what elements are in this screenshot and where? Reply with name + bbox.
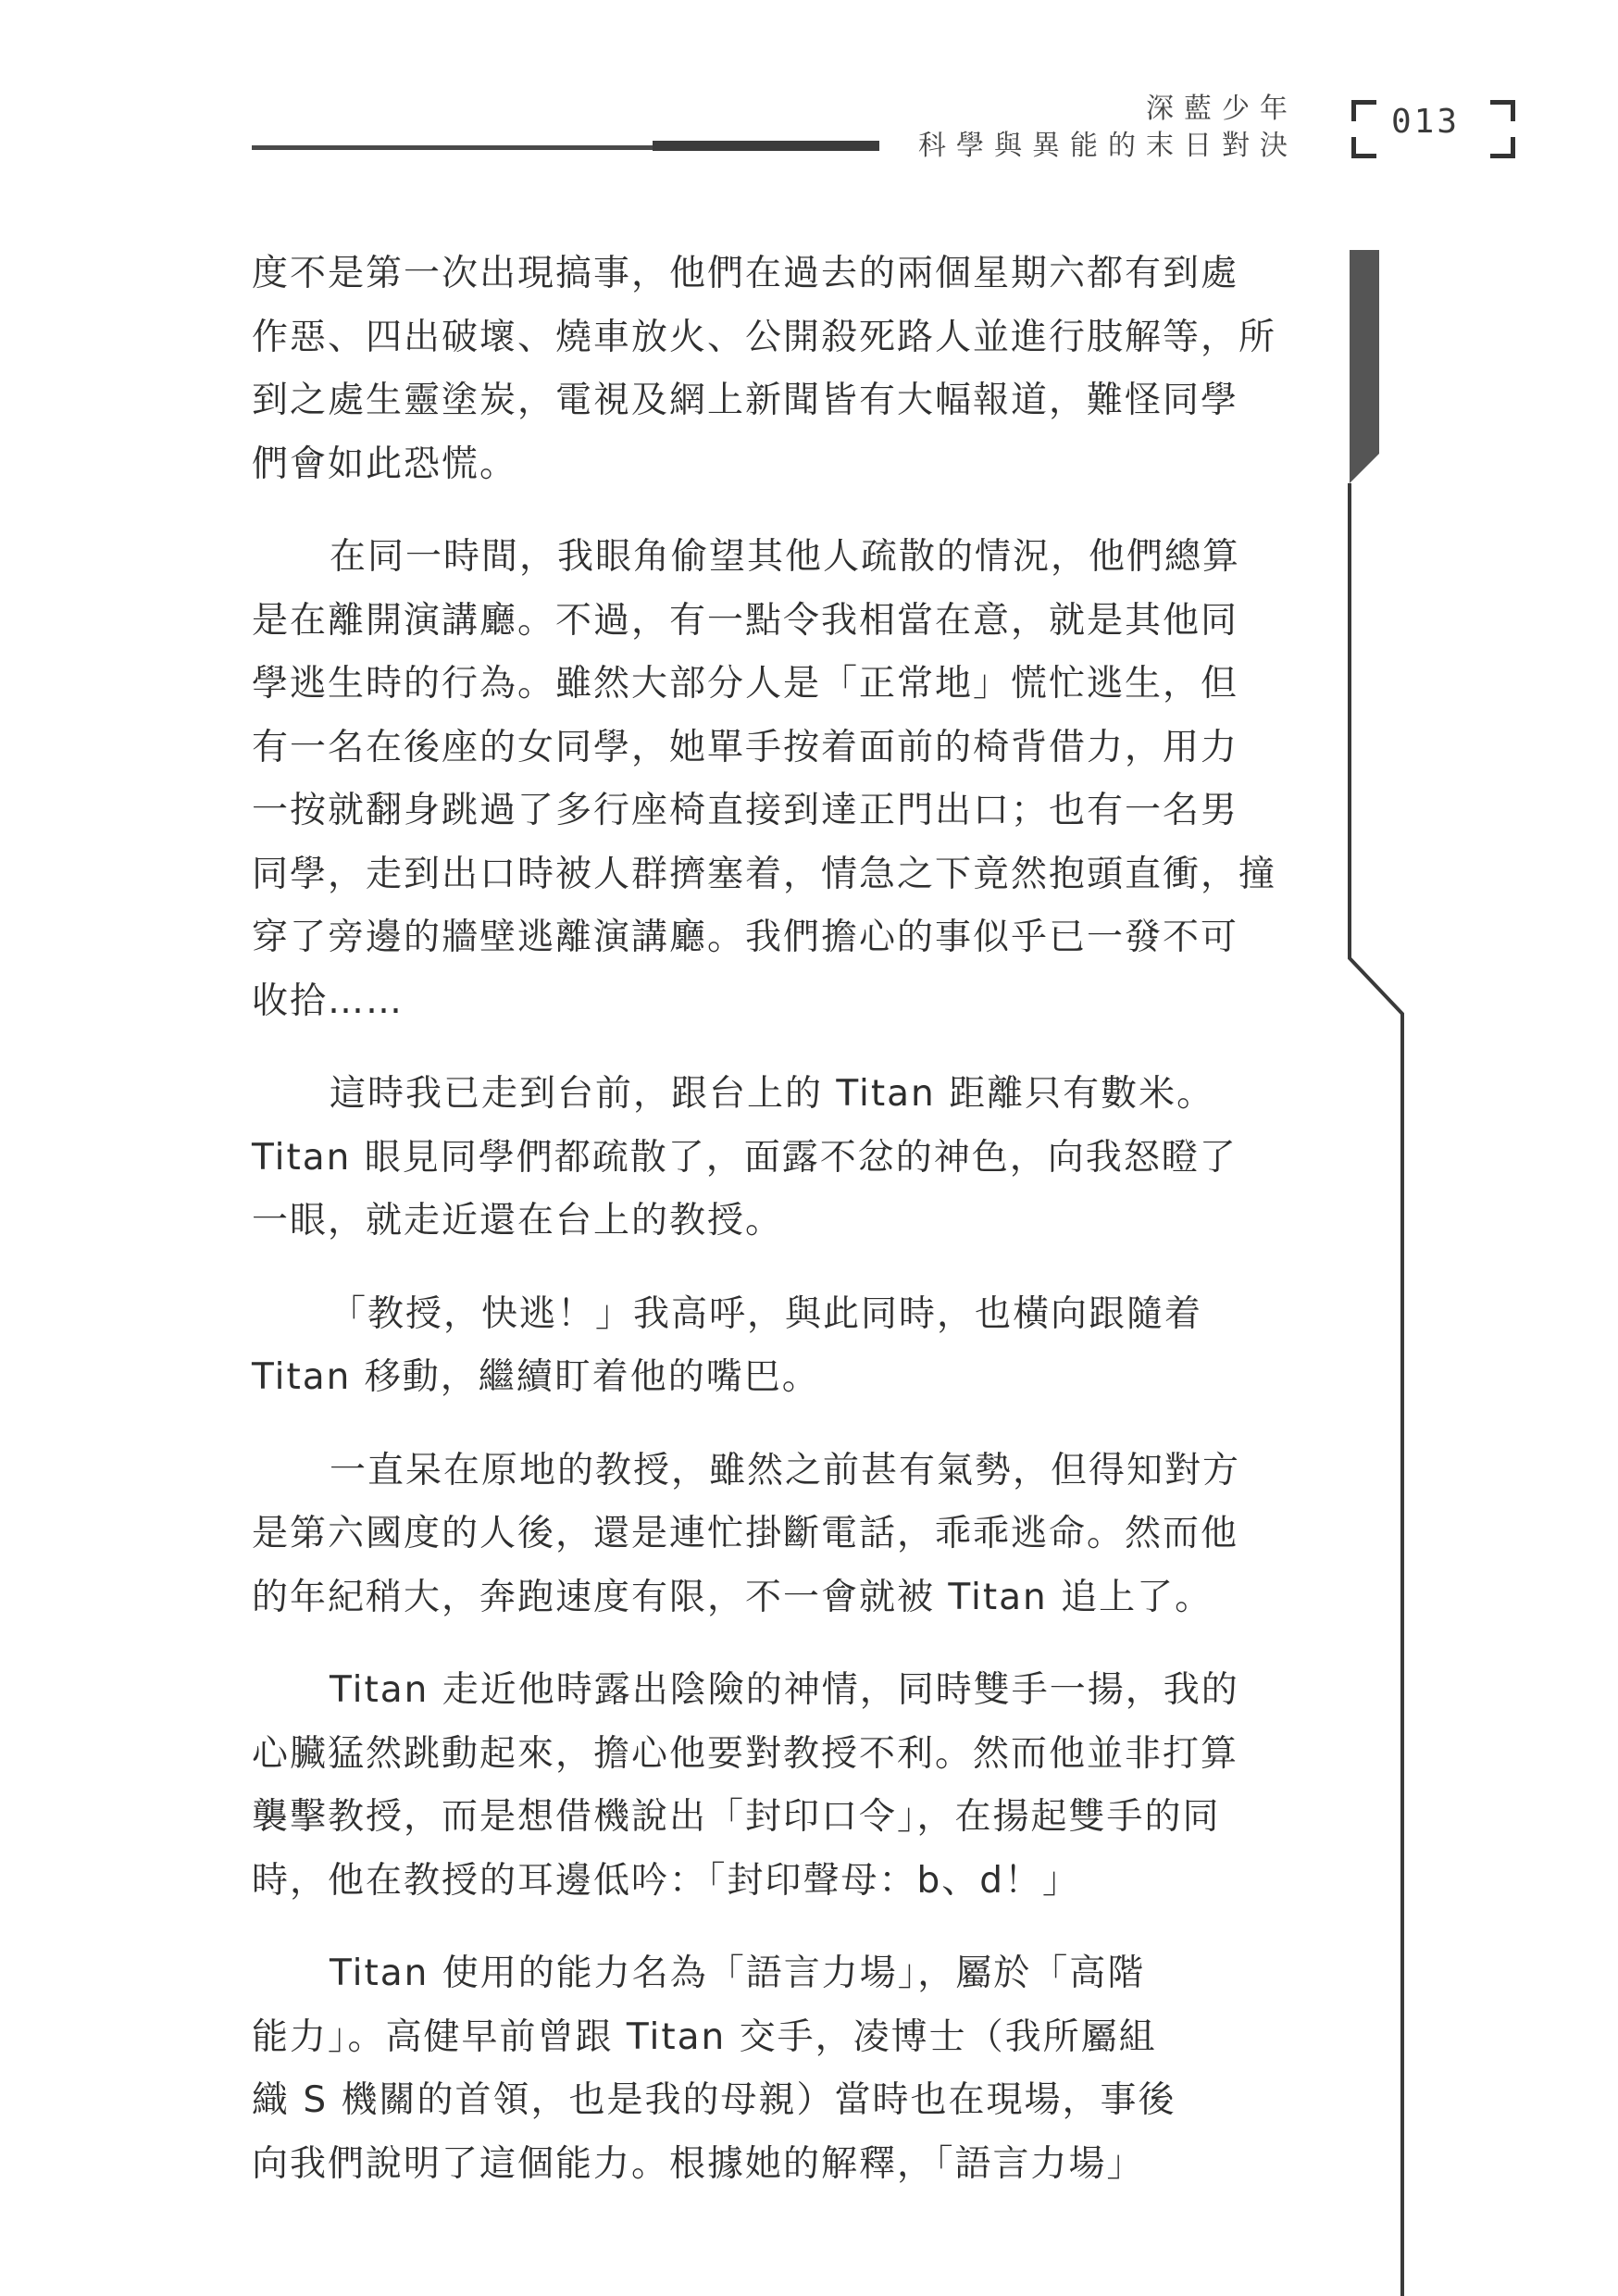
text-line: 到之處生靈塗炭，電視及網上新聞皆有大幅報道，難怪同學 xyxy=(252,380,1239,421)
text-line: 是第六國度的人後，還是連忙掛斷電話，乖乖逃命。然而他 xyxy=(252,1513,1239,1554)
text-line: 是在離開演講廳。不過，有一點令我相當在意，就是其他同 xyxy=(252,599,1239,642)
text-line: 度不是第一次出現搞事，他們在過去的兩個星期六都有到處 xyxy=(252,253,1239,294)
text-line: Titan 使用的能力名為「語言力場」，屬於「高階 xyxy=(330,1953,1146,1994)
paragraph xyxy=(252,1440,1288,1630)
paragraph xyxy=(252,1283,1288,1410)
paragraph xyxy=(252,243,1288,496)
text-line: 收拾…… xyxy=(252,980,404,1022)
text-line: 「教授，快逃！」我高呼，與此同時，也橫向跟隨着 xyxy=(330,1292,1203,1335)
text-line: Titan 眼見同學們都疏散了，面露不忿的神色，向我怒瞪了 xyxy=(252,1136,1238,1179)
text-line: 一眼，就走近還在台上的教授。 xyxy=(252,1200,784,1242)
text-line: 同學，走到出口時被人群擠塞着，情急之下竟然抱頭直衝，撞 xyxy=(252,853,1277,895)
book-title: 深藍少年 xyxy=(1146,93,1298,125)
text-line: 學逃生時的行為。雖然大部分人是「正常地」慌忙逃生，但 xyxy=(252,663,1239,705)
side-line xyxy=(1350,483,1402,2296)
text-line: 織 S 機關的首領，也是我的母親）當時也在現場，事後 xyxy=(252,2079,1176,2121)
text-line: 的年紀稍大，奔跑速度有限，不一會就被 Titan 追上了。 xyxy=(252,1576,1214,1618)
paragraph xyxy=(252,1063,1288,1254)
body-text xyxy=(252,243,1288,2226)
paragraph xyxy=(252,526,1288,1033)
text-line: 襲擊教授，而是想借機說出「封印口令」，在揚起雙手的同 xyxy=(252,1796,1221,1838)
text-line: 一直呆在原地的教授，雖然之前甚有氣勢，但得知對方 xyxy=(330,1449,1241,1491)
text-line: 們會如此恐慌。 xyxy=(252,443,518,485)
text-line: 在同一時間，我眼角偷望其他人疏散的情況，他們總算 xyxy=(330,536,1241,578)
text-line: 作惡、四出破壞、燒車放火、公開殺死路人並進行肢解等，所 xyxy=(252,316,1277,358)
side-tab xyxy=(1350,250,1379,483)
text-line: 一按就翻身跳過了多行座椅直接到達正門出口；也有一名男 xyxy=(252,790,1239,831)
text-line: Titan 移動，繼續盯着他的嘴巴。 xyxy=(252,1356,820,1398)
text-line: 這時我已走到台前，跟台上的 Titan 距離只有數米。 xyxy=(330,1073,1215,1115)
book-subtitle: 科學與異能的末日對決 xyxy=(918,130,1298,162)
text-line: 穿了旁邊的牆壁逃離演講廳。我們擔心的事似乎已一發不可 xyxy=(252,917,1239,958)
page-number: 013 xyxy=(1390,103,1461,141)
text-line: Titan 走近他時露出陰險的神情，同時雙手一揚，我的 xyxy=(330,1669,1239,1711)
paragraph xyxy=(252,1659,1288,1913)
text-line: 向我們說明了這個能力。根據她的解釋，「語言力場」 xyxy=(252,2142,1145,2185)
text-line: 能力」。高健早前曾跟 Titan 交手，凌博士（我所屬組 xyxy=(252,2015,1157,2058)
text-line: 心臟猛然跳動起來，擔心他要對教授不利。然而他並非打算 xyxy=(252,1732,1239,1775)
text-line: 有一名在後座的女同學，她單手按着面前的椅背借力，用力 xyxy=(252,726,1239,768)
text-line: 時，他在教授的耳邊低吟：「封印聲母：b、d！」 xyxy=(252,1859,1081,1902)
paragraph xyxy=(252,1942,1288,2196)
